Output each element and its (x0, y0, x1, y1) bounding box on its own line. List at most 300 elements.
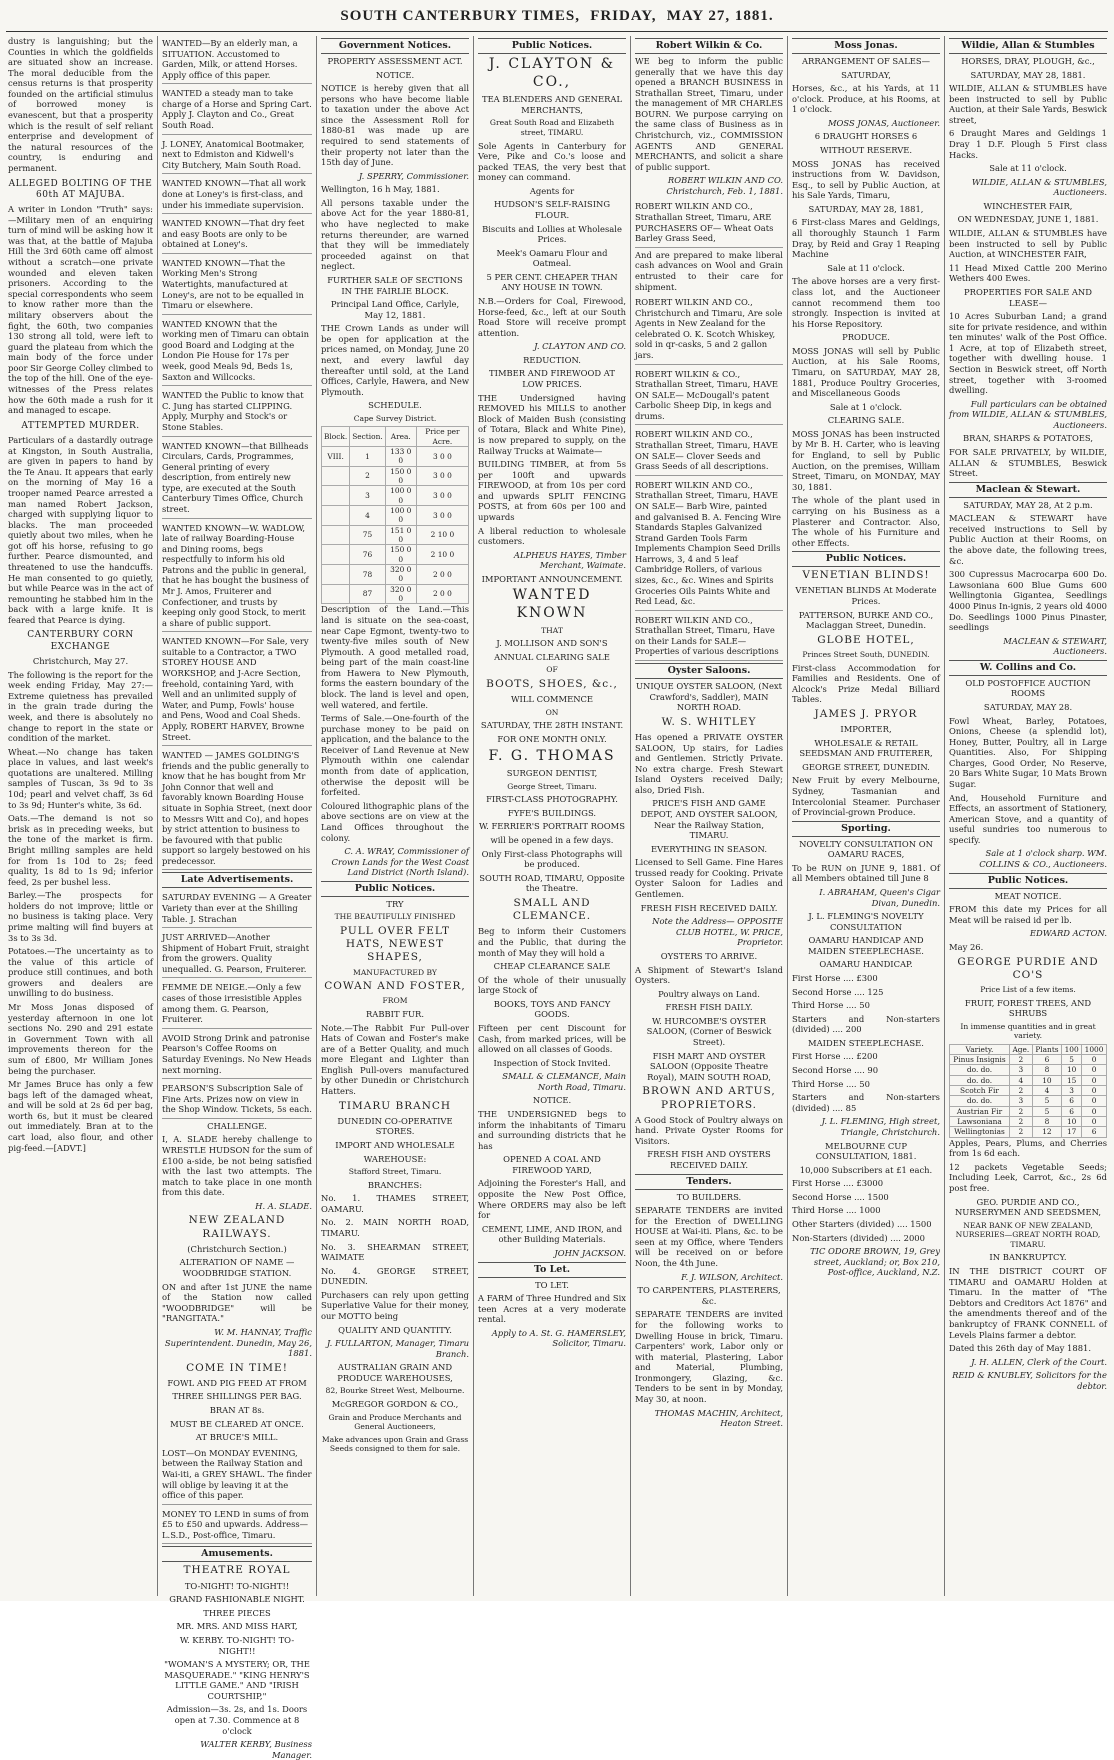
ad-text: N.B.—Orders for Coal, Firewood, Horse-feed, &c., left at our South Road Store will receive prompt attention. (478, 296, 626, 338)
table-cell: 10 (1032, 1075, 1061, 1085)
ad-text: TO-NIGHT! TO-NIGHT!! (184, 1580, 290, 1591)
ad-text: 12 packets Vegetable Seeds; Including Leek, Carrot, &c., 2s 6d post free. (949, 1161, 1107, 1194)
ad-text: Grain and Produce Merchants and General Auctioneers, (328, 1412, 462, 1432)
table-cell: Austrian Fir (950, 1106, 1010, 1116)
table-row (322, 525, 469, 545)
ad-text: THE BEAUTIFULLY FINISHED (334, 912, 456, 922)
ad-text: 82, Bourke Street West, Melbourne. (325, 1386, 465, 1396)
table-cell: 2 0 0 (416, 584, 468, 604)
ad-text: Agents for (529, 185, 575, 196)
ad-text: Only First-class Photographs will be produced. (481, 848, 623, 870)
table-cell: 3 (350, 486, 385, 506)
ad-signature: REID & KNUBLEY, Solicitors for the debtor. (952, 1370, 1107, 1391)
ad-title: BOOKS, TOYS AND FANCY GOODS. (493, 998, 611, 1020)
table-cell: 0 (1082, 1065, 1107, 1075)
ad-text: Price List of a few items. (980, 984, 1076, 994)
ad-title: IN BANKRUPTCY. (989, 1252, 1067, 1263)
table-cell: 2 (1009, 1106, 1032, 1116)
ad-text: THE UNDERSIGNED begs to inform the inhabitants of Timaru and surrounding districts that he has (478, 1109, 626, 1151)
ad-text: THREE SHILLINGS PER BAG. (172, 1391, 302, 1402)
ad-text: All persons taxable under the above Act for the year 1880-81, who have neglected to make returns thereunder, are warned that they will be immediately proceeded against on that neglect. (321, 197, 469, 272)
ad-text: Admission—3s. 2s, and 1s. Doors open at 7.30. Commence at 8 o'clock (166, 1704, 308, 1736)
table-cell: 2 0 0 (416, 565, 468, 585)
column-divider (316, 36, 317, 1596)
section-header: Public Notices. (478, 38, 626, 54)
ad-text: IMPORTER, (840, 724, 892, 735)
table-cell: 12 (1032, 1127, 1061, 1137)
ad-text: MR. MRS. AND MISS HART, (176, 1621, 298, 1632)
ad-title: OYSTERS TO ARRIVE. (660, 950, 758, 961)
ad-text: Beg to inform their Customers and the Public, that during the month of May they will hold a (478, 926, 626, 958)
column-divider (630, 36, 631, 1596)
headline: CANTERBURY CORN EXCHANGE (27, 630, 134, 652)
ad-text: THREE PIECES (203, 1607, 271, 1618)
table-cell (322, 466, 350, 486)
ad-signature: THOMAS MACHIN, Architect, Heaton Street. (654, 1407, 783, 1429)
ad-title: JAMES J. PRYOR (814, 707, 918, 720)
ad-signature: J. H. ALLEN, Clerk of the Court. (971, 1356, 1107, 1367)
table-cell: 3 (1009, 1096, 1032, 1106)
ad-text: GEORGE STREET, DUNEDIN. (802, 761, 930, 772)
ad-text: Purchasers can rely upon getting Superlative Value for their money, our MOTTO being (321, 1289, 469, 1321)
table-cell: 2 (1009, 1127, 1032, 1137)
table-cell: 0 (1082, 1117, 1107, 1127)
ad-title: SCHEDULE. (368, 400, 422, 411)
ad-title: 5 PER CENT. CHEAPER THAN ANY HOUSE IN TOWN. (486, 271, 618, 293)
ad-text: 10 Acres Suburban Land; a grand site for private residence, and within ten minutes' walk of the Post Office. 1 Acre, at top of Elizabeth street, together with dwelling house. 1 Section in Beswick street, off North street, together with 3-roomed dwelling. (949, 311, 1107, 396)
prize-line: Third Horse .... 50 (792, 1078, 870, 1089)
ad-title: NEW ZEALAND RAILWAYS. (188, 1214, 286, 1240)
table-cell: 76 (350, 545, 385, 565)
ad-signature: J. FULLARTON, Manager, Timaru Branch. (326, 1338, 469, 1359)
section-header: Oyster Saloons. (635, 663, 783, 679)
column-wilkin (635, 36, 783, 1596)
section-header: Amusements. (162, 1546, 312, 1562)
classified-ad: ROBERT WILKIN & CO., Strathallan Street, Timaru, HAVE ON SALE— McDougall's patent Carbolic Sheep Dip, in kegs and drums. (635, 367, 783, 426)
date: MAY 27, 1881. (666, 7, 774, 24)
article-text: Oats.—The demand is not so brisk as in preceding weeks, but the tone of the market is firm. Bright milling samples are held for from 1s 10d to 2s; feed quality, 1s 8d to 1s 9d; inferior feed, 2s per bushel less. (8, 813, 153, 887)
table-cell: 100 0 0 (385, 506, 416, 526)
table-cell: VIII. (322, 447, 350, 467)
ad-text: FROM this date my Prices for all Meat will be raised id per lb. (949, 904, 1107, 925)
classified-ad: AVOID Strong Drink and patronise Pearson's Coffee Rooms on Saturday Evenings. No New Heads next morning. (162, 1031, 312, 1079)
ad-text: FOWL AND PIG FEED AT FROM (167, 1377, 307, 1388)
article-text: Wheat.—No change has taken place in values, and last week's quotations are unaltered. Milling samples of Tuscan, 3s 9d to 3s 10d; pearl and velvet chaff, 3s 6d to 3s 9d; Hunter's white, 3s 6d. (8, 746, 153, 810)
table-cell: 6 (1062, 1096, 1082, 1106)
ad-text: May 26. (949, 941, 984, 952)
article-text: Mr Moss Jonas disposed of yesterday afternoon in one lot sections No. 290 and 291 estate in Government Town with all improvements thereon for the sum of £800, Mr William Jones being the purchaser. (8, 1002, 153, 1076)
article-text: Particulars of a dastardly outrage at Kingston, in South Australia, are given in papers to hand by the Te Anau. It appears that early on the morning of May 16 a trooper named Pearce arrested a man named Robert Jackson, charged with supplying liquor to blacks. The man proceeded quietly about two miles, when he got off his horse, refusing to go further. Pearce dismounted, and threatened to use the handcuffs. He man consented to go quietly, but while Pearce was in the act of remounting he stabbed him in the back with a large knife. It is feared that Pearce is dying. (8, 435, 153, 625)
table-cell: 10 (1062, 1117, 1082, 1127)
ad-text: No. 2. MAIN NORTH ROAD, TIMARU. (321, 1217, 469, 1238)
table-row (950, 1106, 1107, 1116)
ad-text: Wellington, 16 h May, 1881. (321, 184, 440, 195)
table-header: Variety. (950, 1044, 1010, 1054)
table-cell: 2 10 0 (416, 545, 468, 565)
ad-title: GEORGE PURDIE AND CO'S (957, 955, 1099, 981)
column-divider (157, 36, 158, 1596)
ad-text: Biscuits and Lollies at Wholesale Prices. (482, 223, 622, 245)
table-cell: 75 (350, 525, 385, 545)
ad-text: W. KERBY. TO-NIGHT! TO-NIGHT!! (179, 1634, 295, 1656)
section-header: Public Notices. (321, 881, 469, 897)
table-row (322, 565, 469, 585)
column-moss-jonas (792, 36, 940, 1596)
classified-ad: ROBERT WILKIN AND CO., Christchurch and Timaru, Are sole Agents in New Zealand for the celebrated O. K. Scotch Whiskey, sold in qr-casks, 5 and 2 gallon jars. (635, 295, 783, 364)
ad-text: WE beg to inform the public generally that we have this day opened a BRANCH BUSINESS in Strathallan Street, Timaru, under the management of MR CHARLES BOURN. We purpose carrying on the same class of Business as in Christchurch, viz., COMMISSION AGENTS AND GENERAL MERCHANTS, and solicit a share of public support. (635, 55, 783, 172)
article-text: Barley.—The prospects for holders do not improve; little or no business is taking place. Very prime malting will find buyers at 3s to 3s 3d. (8, 890, 153, 943)
ad-title: FURTHER SALE OF SECTIONS IN THE FAIRLIE BLOCK. (327, 274, 463, 296)
ad-text: FOR ONE MONTH ONLY. (497, 733, 607, 744)
ad-text: WAREHOUSE: (363, 1153, 427, 1164)
ad-text: SATURDAY, MAY 28. (983, 701, 1073, 712)
table-header-row (950, 1044, 1107, 1054)
classified-ad: WANTED KNOWN—W. WADLOW, late of railway Boarding-House and Dining rooms, begs respectfully to inform his old Patrons and the public in general, that he has bought the business of Mr J. Amos, Fruiterer and Confectioner, and trusts by keeping only good Stock, to merit a share of public support. (162, 521, 312, 633)
ad-text: In immense quantities and in great variety. (960, 1021, 1096, 1041)
section-header: Government Notices. (321, 38, 469, 54)
ad-signature: TIC ODORE BROWN, 19, Grey street, Auckland; or, Box 210, Post-office, Auckland, N.Z. (810, 1246, 940, 1278)
table-cell: 320 0 0 (385, 565, 416, 585)
section-header: Robert Wilkin & Co. (635, 38, 783, 54)
ad-text: RABBIT FUR. (365, 1008, 425, 1019)
prize-line: Other Starters (divided) .... 1500 (792, 1219, 932, 1229)
ad-title: FIRST-CLASS PHOTOGRAPHY. (486, 794, 618, 805)
ad-signature: SMALL & CLEMANCE, Main North Road, Timaru. (502, 1071, 626, 1092)
ad-text: MOSS JONAS has received instructions from W. Davidson, Esq., to sell by Public Auction, at his Sale Yards, Timaru, (792, 158, 940, 201)
column-divider (787, 36, 788, 1596)
ad-text: Terms of Sale.—One-fourth of the purchase money to be paid on application, and the balance to the Receiver of Land Revenue at New Plymouth within one calendar month from date of application, otherwise the deposit will be forfeited. (321, 713, 469, 798)
table-cell: 17 (1062, 1127, 1082, 1137)
dateline: Christchurch, May 27. (32, 656, 129, 667)
section-header: Public Notices. (792, 551, 940, 567)
ad-text: Sale at 1 o'clock. (829, 401, 903, 412)
table-header: 1000 (1082, 1044, 1107, 1054)
ad-text: FRESH FISH RECEIVED DAILY. (640, 902, 778, 913)
ad-text: SOUTH ROAD, TIMARU, Opposite the Theatre. (479, 872, 625, 894)
table-cell: 0 (1082, 1096, 1107, 1106)
ad-text: Of the whole of their unusually large Stock of (478, 974, 626, 996)
section-header: Wildie, Allan & Stumbles (949, 38, 1107, 54)
ad-signature: JOHN JACKSON. (554, 1247, 626, 1258)
table-cell: 3 (1009, 1065, 1032, 1075)
ad-text: MANUFACTURED BY (353, 967, 437, 977)
ad-text: Coloured lithographic plans of the above sections are on view at the Land Offices throughout the colony. (321, 800, 469, 843)
ad-text: Great South Road and Elizabeth street, TIMARU. (489, 118, 615, 137)
table-cell: 10 (1062, 1065, 1082, 1075)
ad-signature: MOSS JONAS, Auctioneer. (827, 117, 940, 128)
ad-title: PULL OVER FELT HATS, NEWEST SHAPES, (340, 924, 450, 964)
classified-ad: WANTED KNOWN—That dry feet and easy Boots are only to be obtained at Loney's. (162, 216, 312, 254)
ad-text: No. 1. THAMES STREET, OAMARU. (321, 1193, 469, 1214)
section-header: Sporting. (792, 821, 940, 837)
table-cell (322, 525, 350, 545)
ad-title: BROWN AND ARTUS, PROPRIETORS. (642, 1085, 776, 1111)
ad-text: SEPARATE TENDERS are invited for the Erection of DWELLING HOUSE at Wai-iti. Plans, &c. to be seen at my Office, where Tenders will be received on or before Noon, the 4th June. (635, 1205, 783, 1269)
ad-text: WITHOUT RESERVE. (819, 145, 913, 156)
ad-text: THAT (541, 625, 563, 635)
table-cell: 4 (1009, 1075, 1032, 1085)
table-row (950, 1127, 1107, 1137)
ad-text: A liberal reduction to wholesale customers. (478, 525, 626, 547)
ad-title: PRODUCE. (842, 332, 890, 343)
ad-title: PROPERTIES FOR SALE AND LEASE— (964, 286, 1092, 308)
land-schedule-table (321, 426, 469, 604)
ad-title: TO BUILDERS. (676, 1191, 742, 1202)
ad-signature: WILDIE, ALLAN & STUMBLES, Auctioneers. (971, 176, 1107, 198)
table-cell: 2 (1009, 1086, 1032, 1096)
table-row (950, 1096, 1107, 1106)
day: FRIDAY, (590, 7, 657, 24)
ad-text: 10,000 Subscribers at £1 each. (799, 1164, 933, 1175)
ad-text: And, Household Furniture and Effects, an assortment of Stationery, American Stove, and a quantity of useful sundries too numerous to specify. (949, 792, 1107, 845)
ad-text: 6 Draught Mares and Geldings 1 Dray 1 D.F. Plough 5 First class Hacks. (949, 128, 1107, 160)
table-cell: 3 0 0 (416, 506, 468, 526)
table-cell: 3 (1062, 1086, 1082, 1096)
ad-title: TIMARU BRANCH (338, 1099, 452, 1112)
masthead-rule (6, 31, 1108, 32)
ad-title: F. G. THOMAS (488, 747, 616, 764)
ad-text: SATURDAY, MAY 28, 1881, (808, 203, 924, 214)
ad-text: SATURDAY, THE 28TH INSTANT. (480, 720, 624, 731)
classified-ad: WANTED — JAMES GOLDING'S friends and the public generally to know that he has bought from Mr John Connor that well and favorably known Boarding House situate in Sophia Street, (next door to Messrs Witt and Co), and hopes by strict attention to business to be favoured with that public support so largely bestowed on his predecessor. (162, 748, 312, 870)
table-row (322, 545, 469, 565)
ad-title: OLD POSTOFFICE AUCTION ROOMS (965, 677, 1091, 699)
ad-text: Description of the Land.—This land is situate on the sea-coast, near Cape Egmont, twenty-two to twenty-five miles south of New Plymouth. A good metalled road, being part of the main coast-line from Hawera to New Plymouth, forms the eastern boundary of the block. The land is level and open, well watered, and fertile. (321, 604, 469, 710)
table-row (322, 447, 469, 467)
ad-text: ON (545, 707, 559, 717)
classified-ad: WANTED KNOWN—that Billheads Circulars, Cards, Programmes, General printing of every description, from entirely new type, are executed at the South Canterbury Times Office, Church street. (162, 439, 312, 519)
ad-text: J. MOLLISON AND SON'S (496, 638, 608, 649)
ad-title: TEA BLENDERS AND GENERAL MERCHANTS, (481, 94, 622, 115)
ad-text: FRESH FISH DAILY. (665, 1002, 753, 1013)
ad-title: FISH MART AND OYSTER SALOON (Opposite Theatre Royal), MAIN SOUTH ROAD, (647, 1050, 771, 1082)
table-cell: 100 0 0 (385, 486, 416, 506)
table-row (950, 1055, 1107, 1065)
ad-signature: H. A. SLADE. (255, 1200, 312, 1211)
ad-text: A Shipment of Stewart's Island Oysters. (635, 964, 783, 986)
table-cell: 6 (1082, 1127, 1107, 1137)
ad-text: I, A. SLADE hereby challenge to WRESTLE HUDSON for the sum of £100 a-side, be not being satisfied with the last two attempts. The match to take place in one month from this date. (162, 1134, 312, 1198)
table-cell: 5 (1062, 1055, 1082, 1065)
ad-signature: ALPHEUS HAYES, Timber Merchant, Waimate. (513, 549, 626, 571)
ad-text: FOR SALE PRIVATELY, by WILDIE, ALLAN & STUMBLES, Beswick Street. (949, 447, 1107, 479)
table-row (950, 1065, 1107, 1075)
ad-text: WILL COMMENCE (510, 694, 594, 705)
column-auctions (949, 36, 1107, 1596)
ad-text: Poultry always on Land. (658, 988, 760, 999)
classified-ad: J. LONEY, Anatomical Bootmaker, next to Edmiston and Kidwell's City Butchery, Main South Road. (162, 137, 312, 175)
table-cell: 6 (1032, 1055, 1061, 1065)
table-cell: Lawsoniana (950, 1117, 1010, 1127)
ad-signature: WALTER KERBY, Business Manager. (200, 1739, 312, 1760)
ad-signature: I. ABRAHAM, Queen's Cigar Divan, Dunedin. (819, 886, 940, 908)
ad-text: BRANCHES: (367, 1179, 423, 1190)
ad-title: TO CARPENTERS, PLASTERERS, &c. (637, 1285, 781, 1306)
table-cell: 78 (350, 565, 385, 585)
table-cell: 3 0 0 (416, 447, 468, 467)
classified-ad: WANTED KNOWN—That all work done at Loney's is first-class, and under his immediate supervision. (162, 176, 312, 214)
ad-text: SATURDAY, (841, 69, 891, 80)
table-cell: do. do. (950, 1096, 1010, 1106)
column-news (8, 36, 153, 1596)
table-header: Plants (1032, 1044, 1061, 1054)
ad-text: The whole of the plant used in carrying on his Business as a Plasterer and Contractor. Also, The whole of his Furniture and other Effects. (792, 495, 940, 548)
table-cell: 4 (1032, 1086, 1061, 1096)
ad-text: Stafford Street, Timaru. (348, 1167, 442, 1177)
ad-text: W. HURCOMBE'S OYSTER SALOON, (Corner of Beswick Street). (646, 1015, 772, 1047)
table-cell: 150 0 0 (385, 466, 416, 486)
article-text: The following is the report for the week ending Friday, May 27:— Extreme quietness has prevailed in the grain trade during the week, and there is absolutely no change to report in the state or condition of the market. (8, 669, 153, 744)
classified-ad: WANTED—By an elderly man, a SITUATION. Accustomed to Garden, Milk, or attend Horses. Apply office of this paper. (162, 36, 312, 84)
table-cell: 5 (1032, 1096, 1061, 1106)
ad-signature: C. A. WRAY, Commissioner of Crown Lands for the West Coast Land District (North Island). (331, 846, 469, 878)
classified-ad: WANTED KNOWN that the working men of Timaru can obtain good Board and Lodging at the London Pie House for 17s per week, good Meals 9d, Beds 1s, Saxton and Willcocks. (162, 317, 312, 386)
ad-text: A Good Stock of Poultry always on hand. Private Oyster Rooms for Visitors. (635, 1114, 783, 1146)
article-text: Potatoes.—The uncertainty as to the value of this article of produce still continues, and both growers and dealers are unwilling to do business. (8, 946, 153, 999)
prize-line: Second Horse .... 1500 (792, 1191, 889, 1202)
table-row (322, 506, 469, 526)
ad-text: Principal Land Office, Carlyle, May 12, 1881. (330, 299, 460, 320)
ad-signature: F. J. WILSON, Architect. (681, 1271, 783, 1282)
ad-text: "WOMAN'S A MYSTERY; OR, THE MASQUERADE." "KING HENRY'S LITTLE GAME." AND "IRISH COURTSHIP," (164, 1659, 310, 1701)
ad-text: A FARM of Three Hundred and Six teen Acres at a very moderate rental. (478, 1293, 626, 1325)
ad-text: THE Undersigned having REMOVED his MILLS to another Block of Maiden Bush (consisting of Totara, Black and White Pine), is now prepared to supply, on the Railway Trucks at Waimate— (478, 392, 626, 456)
ad-text: Licensed to Sell Game. Fine Hares trussed ready for Cooking. Private Oyster Saloon for Ladies and Gentlemen. (635, 857, 783, 900)
ad-title: 6 DRAUGHT HORSES 6 (814, 131, 918, 142)
table-cell (322, 506, 350, 526)
ad-text: Fifteen per cent Discount for Cash, from marked prices, will be allowed on all classes of Goods. (478, 1022, 626, 1055)
classified-ad: ROBERT WILKIN AND CO., Strathallan Street, Timaru, Have on their Lands for SALE— Properties of various descriptions (635, 613, 783, 661)
ad-title: J. L. FLEMING'S NOVELTY CONSULTATION (808, 911, 924, 932)
ad-text: Inspection of Stock Invited. (493, 1057, 611, 1068)
ad-title: MELBOURNE CUP CONSULTATION, 1881. (815, 1140, 917, 1162)
ad-text: And are prepared to make liberal cash advances on Wool and Grain entrusted to their care for shipment. (635, 249, 783, 292)
column-divider (473, 36, 474, 1596)
ad-text: IN THE DISTRICT COURT OF TIMARU and OAMARU Holden at Timaru. In the matter of "The Debtors and Creditors Act 1876" and the amendments thereof and of the bankruptcy of FRANK CONNELL of Levels Plains farmer a debtor. (949, 1266, 1107, 1340)
ad-signature: J. L. FLEMING, High street, Triangle, Christchurch. (821, 1116, 940, 1137)
ad-text: will be opened in a few days. (490, 835, 614, 846)
ad-title: CHALLENGE. (207, 1120, 267, 1131)
table-cell: Pinus Insignis (950, 1055, 1010, 1065)
table-cell: 133 0 0 (385, 447, 416, 467)
ad-text: George Street, Timaru. (507, 781, 597, 791)
table-cell: Wellingtonias (950, 1127, 1010, 1137)
table-cell: 3 0 0 (416, 466, 468, 486)
ad-text: THE Crown Lands as under will be open for application at the prices named, on Monday, June 20 next, and every lawful day thereafter until sold, at the Land Offices, Carlyle, Hawera, and New Plymouth. (321, 323, 469, 397)
price-list-table (949, 1044, 1107, 1138)
table-cell: 320 0 0 (385, 584, 416, 604)
table-cell: 15 (1062, 1075, 1082, 1085)
prize-line: First Horse .... £300 (792, 973, 878, 984)
ad-title: PRICE'S FISH AND GAME DEPOT, AND OYSTER SALOON, Near the Railway Station, TIMARU. (640, 798, 778, 841)
ad-text: OAMARU HANDICAP AND MAIDEN STEEPLECHASE. (808, 935, 924, 956)
prize-line: Non-Starters (divided) .... 2000 (792, 1232, 925, 1243)
ad-title: WANTED KNOWN (512, 587, 592, 622)
ad-title: ANNUAL CLEARING SALE (494, 651, 610, 662)
classified-ad: WANTED KNOWN—That the Working Men's Strong Watertights, manufactured at Loney's, are not to be equalled in Timaru or elsewhere. (162, 256, 312, 315)
ad-title: NOTICE. (375, 69, 415, 80)
ad-title: THEATRE ROYAL (183, 1564, 291, 1577)
ad-title: COME IN TIME! (186, 1361, 288, 1374)
table-cell: 5 (1032, 1106, 1061, 1116)
prize-line: Second Horse .... 125 (792, 986, 884, 997)
ad-signature: ROBERT WILKIN AND CO. Christchurch, Feb. 1, 1881. (666, 175, 783, 196)
ad-text: Horses, &c., at his Yards, at 11 o'clock. Produce, at his Rooms, at 1 o'clock. (792, 83, 940, 115)
ad-text: WILDIE, ALLAN & STUMBLES have been instructed to sell by Public Auction, at WINCHESTER FAIR, (949, 228, 1107, 260)
table-cell (322, 545, 350, 565)
paper-title: SOUTH CANTERBURY TIMES, (340, 7, 581, 24)
ad-title: VENETIAN BLINDS! (802, 569, 930, 582)
table-cell: 8 (1032, 1065, 1061, 1075)
ad-text: GRAND FASHIONABLE NIGHT. (169, 1594, 305, 1605)
table-row (322, 584, 469, 604)
ad-text: ON WEDNESDAY, JUNE 1, 1881. (957, 214, 1099, 225)
classified-ad: WANTED a steady man to take charge of a Horse and Spring Cart. Apply J. Clayton and Co., Great South Road. (162, 86, 312, 134)
ad-text: MACLEAN & STEWART have received instructions to Sell by Public Auction at their Rooms, on the above date, the following trees, &c. (949, 513, 1107, 566)
ad-text: Fowl Wheat, Barley, Potatoes, Onions, Cheese (a splendid lot), Honey, Butter, Poultry, all in Large Quantities. Also, For Shipping Charges, Good Order, No Reserve, 20 Bars White Sugar, 10 Mats Brown Sugar. (949, 715, 1107, 790)
prize-line: Third Horse .... 50 (792, 1000, 870, 1011)
ad-signature: Note the Address— OPPOSITE CLUB HOTEL, W. PRICE, Proprietor. (652, 916, 783, 948)
ad-text: FRESH FISH AND OYSTERS RECEIVED DAILY. (647, 1149, 771, 1171)
ad-text: BUILDING TIMBER, at from 5s per 100ft and upwards FIREWOOD, at from 10s per cord and upwards SPLIT FENCING POSTS, at from 60s per 100 and upwards (478, 459, 626, 522)
table-cell: 2 (1009, 1055, 1032, 1065)
classified-ad: ROBERT WILKIN AND CO., Strathallan Street, Timaru, ARE PURCHASERS OF— Wheat Oats Barley Grass Seed, (635, 199, 783, 247)
ad-text: 6 First-class Mares and Geldings, all thoroughly Staunch 1 Farm Dray, by Reid and Gray 1 Reaping Machine (792, 217, 940, 260)
ad-title: J. CLAYTON & CO., (488, 55, 616, 90)
ad-text: Make advances upon Grain and Grass Seeds consigned to them for sale. (321, 1434, 469, 1454)
section-header: To Let. (478, 1262, 626, 1278)
table-header-row (322, 427, 469, 447)
classified-ad: MONEY TO LEND in sums of from £5 to £50 and upwards. Address—L.S.D., Post-office, Timaru. (162, 1507, 312, 1545)
ad-text: (Christchurch Section.) (187, 1243, 287, 1254)
ad-title: CEMENT, LIME, AND IRON, and other Building Materials. (481, 1223, 623, 1245)
table-header: Age. (1009, 1044, 1032, 1054)
ad-text: IMPORT AND WHOLESALE (335, 1139, 455, 1150)
ad-text: OAMARU HANDICAP. (819, 959, 913, 970)
ad-title: SMALL AND CLEMANCE. (512, 896, 592, 923)
ad-text: No. 3. SHEARMAN STREET, WAIMATE (321, 1241, 469, 1263)
ad-title: REDUCTION. (523, 354, 581, 365)
table-cell: 4 (350, 506, 385, 526)
ad-text: BRAN AT 8s. (209, 1405, 265, 1416)
ad-signature: Apply to A. St. G. HAMERSLEY, Solicitor, Timaru. (491, 1327, 626, 1349)
ad-title: WHOLESALE & RETAIL SEEDSMAN AND FRUITERER, (799, 737, 933, 759)
table-cell: 0 (1082, 1055, 1107, 1065)
ad-signature: Sale at 1 o'clock sharp. WM. COLLINS & CO., Auctioneers. (979, 848, 1107, 870)
ad-text: EVERYTHING IN SEASON. (651, 843, 767, 854)
column-government (321, 36, 469, 1596)
ad-title: CHEAP CLEARANCE SALE (493, 961, 611, 972)
ad-title: W. S. WHITLEY (661, 715, 757, 728)
ad-title: GLOBE HOTEL, (817, 633, 915, 646)
ad-title: NOTICE. (532, 1095, 572, 1106)
ad-title: PROPERTY ASSESSMENT ACT. (327, 55, 463, 66)
prize-line: First Horse .... £3000 (792, 1178, 884, 1189)
prize-line: Starters and Non-starters (divided) .... 200 (792, 1013, 940, 1035)
ad-signature: Full particulars can be obtained from WILDIE, ALLAN & STUMBLES, Auctioneers. (949, 398, 1107, 430)
ad-title: QUALITY AND QUANTITY. (338, 1324, 452, 1335)
table-cell: 87 (350, 584, 385, 604)
classified-ad: WANTED KNOWN—For Sale, very suitable to a Contractor, a TWO STOREY HOUSE AND WORKSHOP, and J-Acre Section, freehold, containing Yard, with Well and an unlimited supply of Water, and Pump, Fowls' house and Pens, Wood and Coal Sheds. Apply, ROBERT HARVEY, Browne Street. (162, 634, 312, 746)
table-cell (322, 486, 350, 506)
ad-text: Dated this 26th day of May 1881. (949, 1343, 1092, 1354)
ad-text: To be RUN on JUNE 9, 1881. Of all Members obtained till June 8 (792, 862, 940, 884)
ad-title: BOOTS, SHOES, &c., (486, 678, 618, 690)
ad-text: NEAR BANK OF NEW ZEALAND, NURSERIES—GREAT NORTH ROAD, TIMARU. (955, 1220, 1101, 1249)
classified-ad: PEARSON'S Subscription Sale of Fine Arts. Prizes now on view in the Shop Window. Tickets, 5s each. (162, 1081, 312, 1119)
ad-title: IMPORTANT ANNOUNCEMENT. (481, 573, 623, 584)
article-text: Mr James Bruce has only a few bags left of the damaged wheat, and will be sold at 2s 6d per bag, worth 6s, but it must be cleared out immediately. Bran at to the cart load, also flour, and other pig-feed.—[ADVT.] (8, 1079, 153, 1153)
